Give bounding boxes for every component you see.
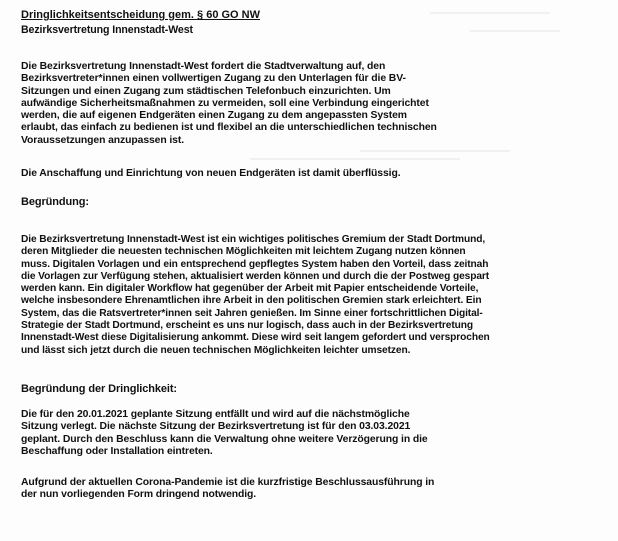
bleed-through-mark — [360, 150, 510, 152]
urgency-paragraph: Die für den 20.01.2021 geplante Sitzung entfällt und wird auf die nächstmögliche Sitzung verlegt. Die nächste Sitzung der Bezirksvertretung ist für den 03.03.2021 geplant. Durch den Beschluss kann die Verwaltung ohne weitere Verzögerung in die Beschaffung oder Installation eintreten. — [21, 409, 428, 457]
reason-paragraph: Die Bezirksvertretung Innenstadt-West ist ein wichtiges politisches Gremium der Stadt Dortmund, deren Mitglieder die neuesten technischen Möglichkeiten mit leichtem Zugang nutzen können muss. Digitalen Vorlagen und ein entsprechend gepflegtes System haben den Vorteil, dass zeitnah die Vorlagen zur Verfügung stehen, aktualisiert werden können und durch die der Postweg gespart werden kann. Ein digitaler Workflow hat gegenüber der Arbeit mit Papier entscheidende Vorteile, welche insbesondere Ehrenamtlichen ihre Arbeit in den politischen Gremien stark erleichtert. Ein System, das die Ratsvertreter*innen seit Jahren genießen. Im Sinne einer fortschrittlichen Digital- Strategie der Stadt Dortmund, erscheint es uns nur logisch, dass auch in der Bezirksvertretung Innenstadt-West diese Digitalisierung ankommt. Diese wird seit langem gefordert und versprochen und lässt sich jetzt durch die neuen technischen Möglichkeiten leichter umsetzen. — [21, 234, 490, 356]
bleed-through-mark — [430, 12, 550, 14]
bleed-through-mark — [250, 158, 460, 160]
bleed-through-mark — [470, 30, 560, 32]
equipment-note: Die Anschaffung und Einrichtung von neuen Endgeräten ist damit überflüssig. — [21, 168, 401, 179]
intro-paragraph: Die Bezirksvertretung Innenstadt-West fordert die Stadtverwaltung auf, den Bezirksvertreter*innen einen vollwertigen Zugang zu den Unterlagen für die BV- Sitzungen und einen Zugang zum städtischen Telefonbuch einzurichten. Um aufwändige Sicherheitsmaßnahmen zu vermeiden, soll eine Verbindung eingerichtet werden, die auf eigenen Endgeräten einen Zugang zu dem angepassten System erlaubt, das einfach zu bedienen ist und flexibel an die unterschiedlichen technischen Voraussetzungen anzupassen ist. — [21, 61, 437, 146]
pandemic-paragraph: Aufgrund der aktuellen Corona-Pandemie ist die kurzfristige Beschlussausführung in der nun vorliegenden Form dringend notwendig. — [21, 477, 435, 501]
urgency-heading: Begründung der Dringlichkeit: — [21, 383, 177, 395]
document-subtitle: Bezirksvertretung Innenstadt-West — [21, 24, 193, 36]
document-title: Dringlichkeitsentscheidung gem. § 60 GO NW — [21, 9, 260, 21]
reason-heading: Begründung: — [21, 196, 89, 208]
